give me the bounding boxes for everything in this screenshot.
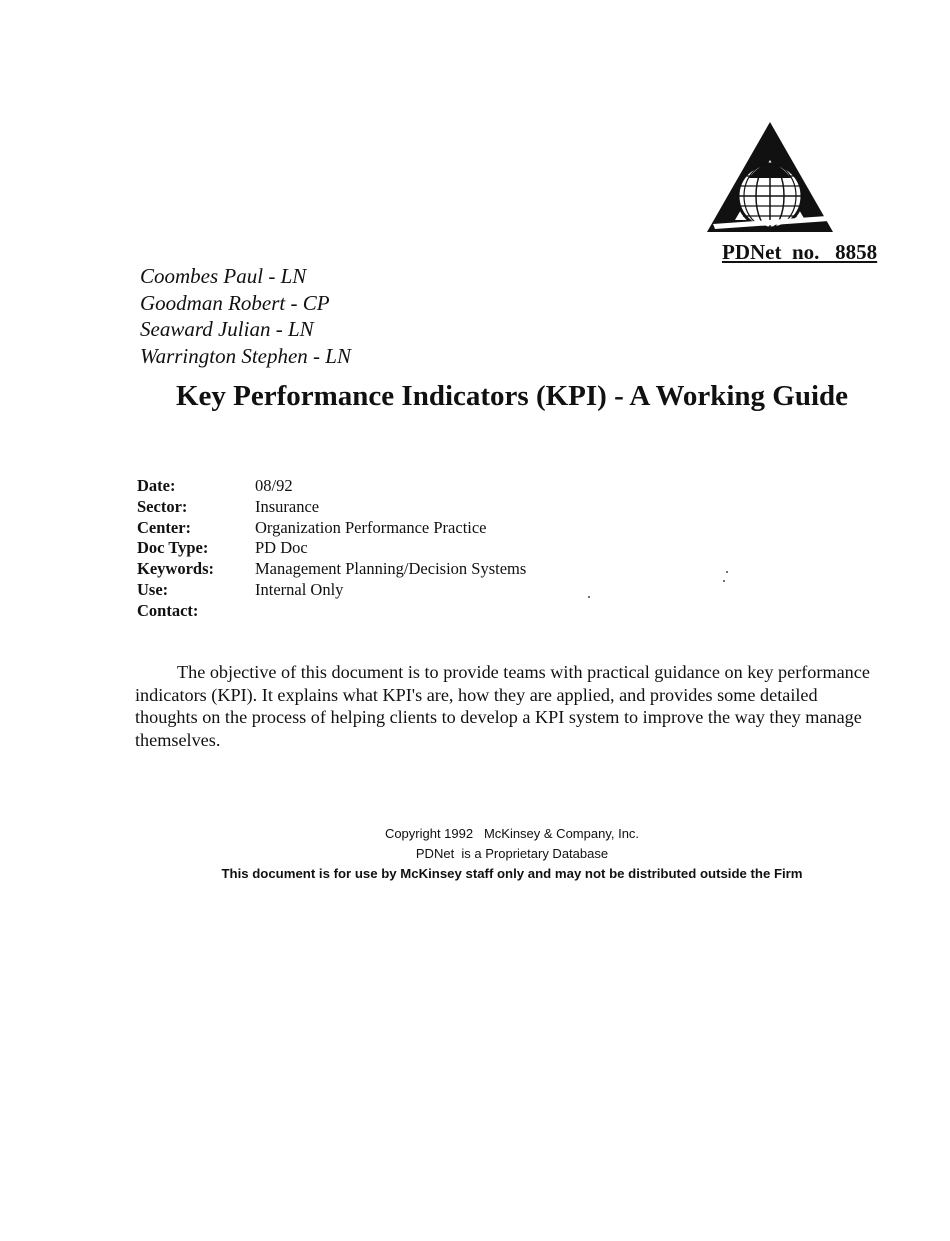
pdnet-number: PDNet no. 8858 (722, 240, 878, 264)
metadata-row (137, 538, 526, 559)
copyright-line: Copyright 1992 McKinsey & Company, Inc. (384, 826, 640, 841)
scan-speck (726, 571, 728, 573)
metadata-row (137, 476, 526, 497)
distribution-notice: This document is for use by McKinsey staff only and may not be distributed outside the Firm (221, 866, 803, 881)
metadata-value: Organization Performance Practice (255, 517, 487, 537)
metadata-row (137, 518, 526, 539)
metadata-row (137, 601, 526, 622)
metadata-row (137, 580, 526, 601)
document-title: Key Performance Indicators (KPI) - A Working Guide (175, 380, 849, 412)
footer (0, 824, 950, 884)
metadata-value (255, 601, 526, 622)
metadata-label: Center: (137, 517, 192, 537)
scan-speck (723, 580, 725, 582)
scan-speck (588, 596, 590, 598)
abstract-paragraph: The objective of this document is to provide teams with practical guidance on key performance indicators (KPI). It explains what KPI's are, how they are applied, and provides some detailed thoughts on the process of helping clients to develop a KPI system to improve the way they manage themselves. (135, 662, 870, 750)
author-name: Seaward Julian - LN (140, 317, 314, 341)
author-name: Goodman Robert - CP (140, 290, 330, 315)
metadata-label: Use: (137, 579, 169, 599)
metadata-label: Sector: (137, 496, 188, 516)
metadata-value: PD Doc (255, 538, 308, 558)
metadata-value: 08/92 (255, 476, 293, 495)
database-line: PDNet is a Proprietary Database (415, 846, 609, 861)
metadata-label: Doc Type: (137, 538, 209, 558)
metadata-row (137, 559, 526, 580)
author-name: Coombes Paul - LN (140, 264, 307, 288)
metadata-label: Keywords: (137, 559, 214, 579)
metadata-row (137, 497, 526, 518)
metadata-value: Internal Only (255, 579, 344, 599)
metadata-value: Insurance (255, 496, 320, 516)
metadata-value: Management Planning/Decision Systems (255, 559, 527, 579)
metadata-label: Contact: (137, 600, 199, 620)
author-name: Warrington Stephen - LN (140, 343, 351, 368)
metadata-label: Date: (137, 476, 176, 495)
author-list (140, 263, 351, 369)
globe-triangle-logo-icon (705, 120, 835, 234)
metadata-table (137, 476, 526, 622)
